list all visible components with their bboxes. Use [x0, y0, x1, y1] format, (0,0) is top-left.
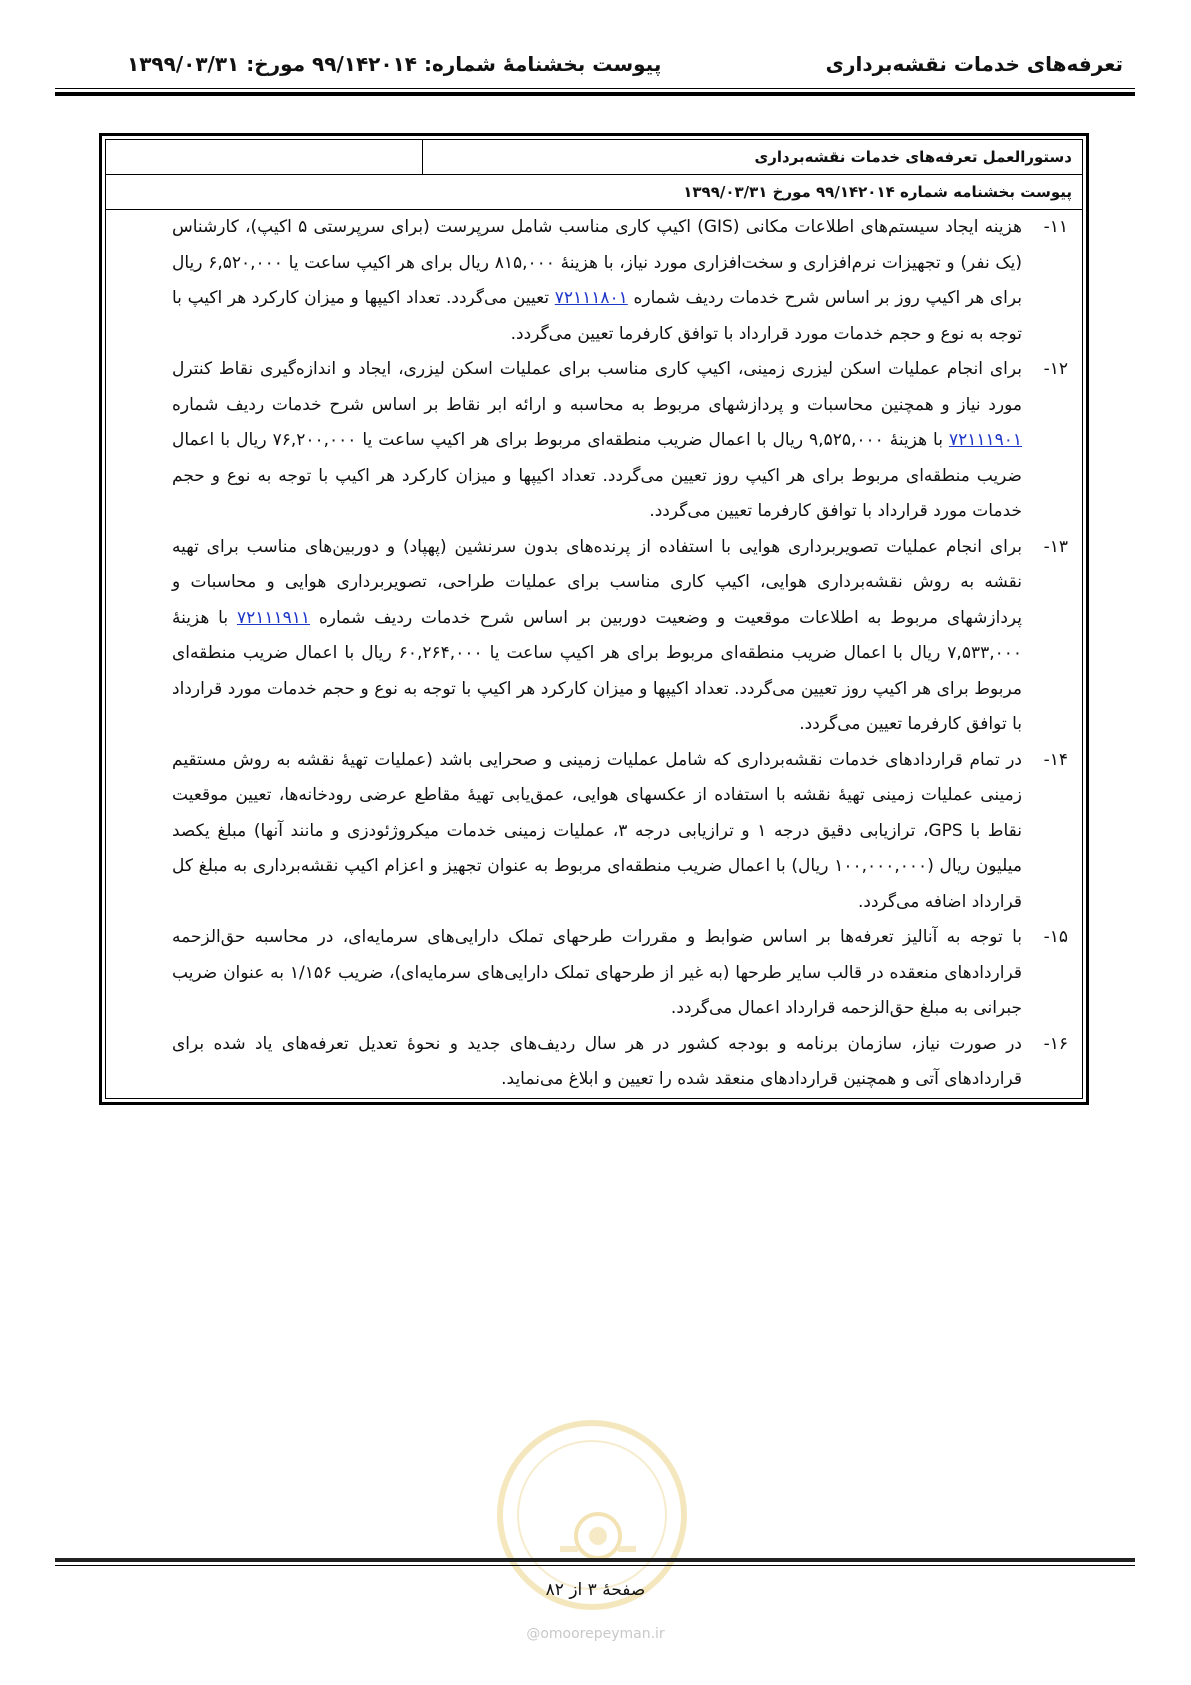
clause-text-segment: در صورت نیاز، سازمان برنامه و بودجه کشور در هر سال ردیف‌های جدید و نحوهٔ تعدیل تعرفه‌های یاد شده برای قراردادهای آتی و همچنین قراردادهای منعقد شده را تعیین و ابلاغ می‌نماید.	[172, 1033, 1022, 1089]
clause-text-segment: هزینه ایجاد سیستم‌های اطلاعات مکانی (GIS) اکیپ کاری مناسب شامل سرپرست (برای سرپرستی ۵ اکیپ)، کارشناس (یک نفر) و تجهیزات نرم‌افزاری و سخت‌افزاری مورد نیاز، با هزینهٔ ۸۱۵,۰۰۰ ریال برای هر اکیپ ساعت یا ۶,۵۲۰,۰۰۰ ریال برای هر اکیپ روز بر اساس شرح خدمات ردیف شماره	[172, 217, 1022, 308]
service-row-link[interactable]: ۷۲۱۱۱۸۰۱	[554, 288, 628, 308]
clause-number: ۱۳-	[1043, 536, 1068, 557]
clause-item	[172, 530, 1068, 743]
clause-text	[172, 743, 1022, 921]
document-reference: پیوست بخشنامهٔ شماره: ۹۹/۱۴۲۰۱۴ مورخ: ۱۳۹۹/۰۳/۳۱	[127, 52, 662, 76]
clause-text-segment: در تمام قراردادهای خدمات نقشه‌برداری که شامل عملیات زمینی و صحرایی باشد (عملیات تهیهٔ نقشه به روش مستقیم زمینی عملیات زمینی تهیهٔ نقشه با استفاده از عکسهای هوایی، عمق‌یابی تهیهٔ مقاطع عرضی رودخانه‌ها، تعیین موقعیت نقاط با GPS، ترازیابی دقیق درجه ۱ و ترازیابی درجه ۳، عملیات زمینی خدمات میکروژئودزی و مانند آنها) مبلغ یکصد میلیون ریال (۱۰۰,۰۰۰,۰۰۰ ریال) با اعمال ضریب منطقه‌ای مربوط به عنوان تجهیز و اعزام اکیپ نقشه‌برداری به مبلغ کل قرارداد اضافه می‌گردد.	[172, 749, 1023, 912]
table-title-row	[106, 140, 1082, 175]
footer-rule-thin	[55, 1565, 1135, 1566]
clause-text-segment: با هزینهٔ ۹,۵۲۵,۰۰۰ ریال با اعمال ضریب منطقه‌ای مربوط برای هر اکیپ ساعت یا ۷۶,۲۰۰,۰۰۰ ریال با اعمال ضریب منطقه‌ای مربوط برای هر اکیپ روز تعیین می‌گردد. تعداد اکیپها و میزان کارکرد هر اکیپ با توجه به نوع و حجم خدمات مورد قرارداد با توافق کارفرما تعیین می‌گردد.	[172, 430, 1022, 521]
clause-text-segment: با هزینهٔ ۷,۵۳۳,۰۰۰ ریال با اعمال ضریب منطقه‌ای مربوط برای هر اکیپ ساعت یا ۶۰,۲۶۴,۰۰۰ ریال با اعمال ضریب منطقه‌ای مربوط برای هر اکیپ روز تعیین می‌گردد. تعداد اکیپها و میزان کارکرد هر اکیپ با توجه به نوع و حجم خدمات مورد قرارداد با توافق کارفرما تعیین می‌گردد.	[172, 607, 1023, 734]
clause-item	[172, 352, 1068, 530]
service-row-link[interactable]: ۷۲۱۱۱۹۱۱	[236, 607, 310, 628]
clause-number: ۱۱-	[1043, 217, 1068, 237]
clause-item	[172, 743, 1068, 921]
seal-emblem-icon	[548, 1506, 648, 1566]
clause-text	[172, 210, 1022, 352]
footer-rule-thick	[55, 1558, 1135, 1562]
clause-item	[172, 920, 1068, 1027]
page-number: صفحهٔ ۳ از ۸۲	[545, 1580, 646, 1600]
clause-number: ۱۵-	[1043, 927, 1068, 947]
clause-text	[172, 530, 1022, 743]
clause-list	[106, 210, 1082, 1098]
clause-text-segment: برای انجام عملیات اسکن لیزری زمینی، اکیپ کاری مناسب برای عملیات اسکن لیزری، ایجاد و اندازه‌گیری نقاط کنترل مورد نیاز و همچنین محاسبات و پردازشهای مربوط به محاسبه و ارائه ابر نقاط بر اساس شرح خدمات ردیف شماره	[172, 359, 1022, 415]
clause-text	[172, 920, 1022, 1027]
table-subtitle-row: پیوست بخشنامه شماره ۹۹/۱۴۲۰۱۴ مورخ ۱۳۹۹/۰۳/۳۱	[106, 175, 1082, 210]
table-empty-cell	[106, 140, 422, 174]
content-inner-frame	[105, 139, 1083, 1099]
site-watermark: @omoorepeyman.ir	[526, 1626, 665, 1642]
clause-text	[172, 1027, 1022, 1098]
clause-text	[172, 352, 1022, 530]
clause-text-segment: برای انجام عملیات تصویربرداری هوایی با استفاده از پرنده‌های بدون سرنشین (پهپاد) و دوربین‌های مناسب برای تهیه نقشه به روش نقشه‌برداری هوایی، اکیپ کاری مناسب برای عملیات طراحی، تصویربرداری هوایی و محاسبات و پردازشهای مربوط به اطلاعات موقعیت و وضعیت دوربین بر اساس شرح خدمات ردیف شماره	[172, 536, 1022, 628]
clause-number: ۱۲-	[1043, 359, 1068, 379]
header-rule-thin	[55, 88, 1135, 89]
clause-number: ۱۶-	[1043, 1033, 1068, 1054]
clause-text-segment: تعیین می‌گردد. تعداد اکیپها و میزان کارکرد هر اکیپ با توجه به نوع و حجم خدمات مورد قرارداد با توافق کارفرما تعیین می‌گردد.	[172, 288, 1022, 344]
table-title-cell: دستورالعمل تعرفه‌های خدمات نقشه‌برداری	[422, 140, 1082, 174]
clause-text-segment: با توجه به آنالیز تعرفه‌ها بر اساس ضوابط و مقررات طرحهای تملک دارایی‌های سرمایه‌ای، در محاسبه حق‌الزحمه قراردادهای منعقده در قالب سایر طرحها (به غیر از طرحهای تملک دارایی‌های سرمایه‌ای)، ضریب ۱/۱۵۶ به عنوان ضریب جبرانی به مبلغ حق‌الزحمه قرارداد اعمال می‌گردد.	[172, 927, 1022, 1018]
document-title: تعرفه‌های خدمات نقشه‌برداری	[825, 52, 1123, 76]
header-rule-thick	[55, 92, 1135, 96]
clause-item	[172, 210, 1068, 352]
clause-item	[172, 1027, 1068, 1098]
content-frame	[99, 133, 1089, 1105]
service-row-link[interactable]: ۷۲۱۱۱۹۰۱	[948, 430, 1022, 450]
clause-number: ۱۴-	[1043, 749, 1068, 770]
